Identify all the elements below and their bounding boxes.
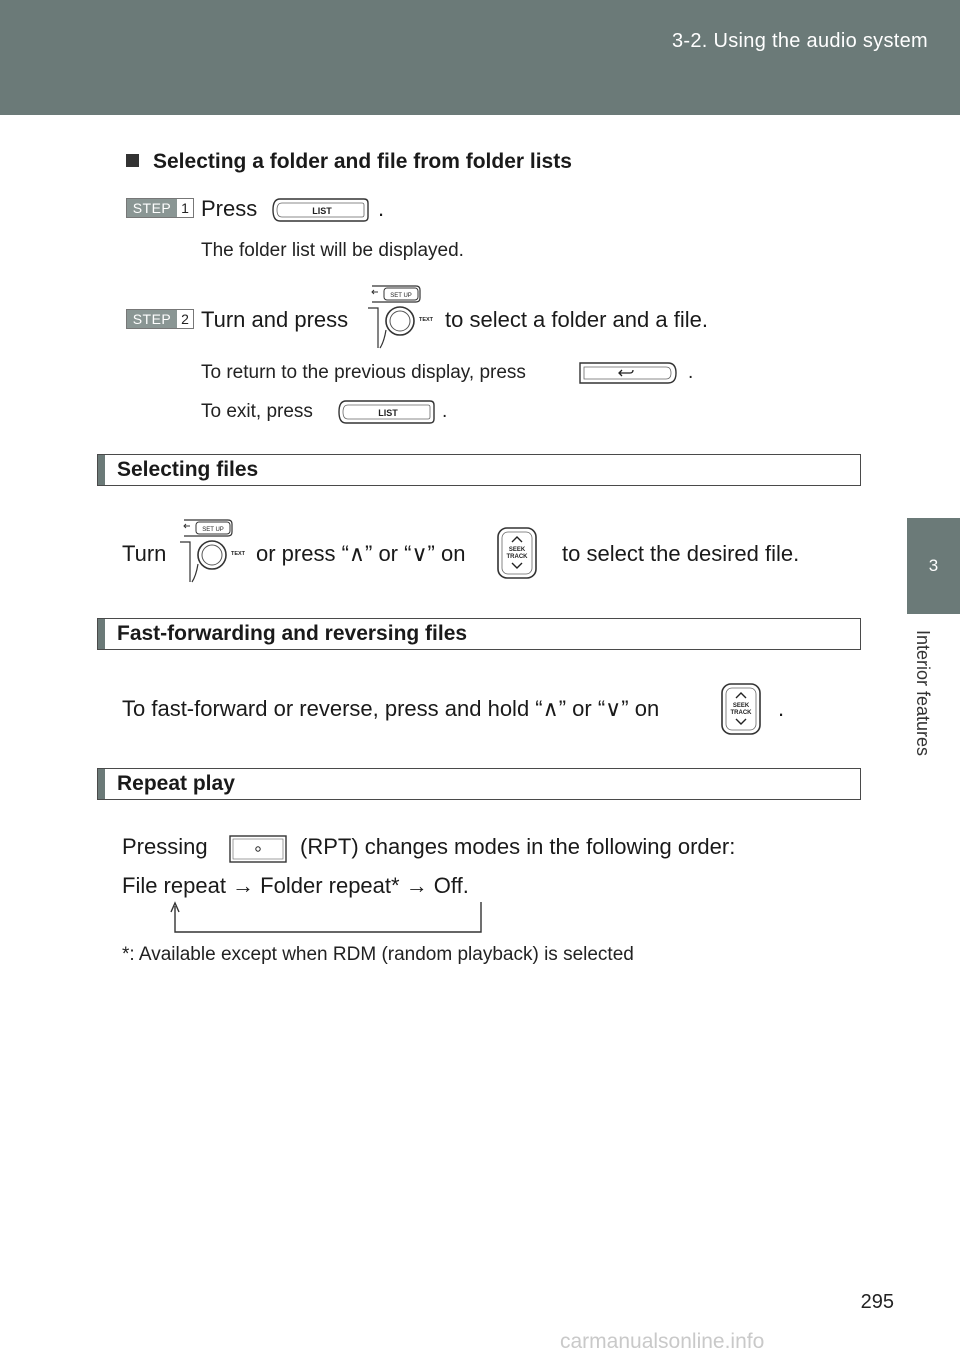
ff-rev-text: To fast-forward or reverse, press and hold “∧” or “∨” on	[122, 696, 660, 721]
step-badge-label: STEP	[127, 310, 177, 328]
list-button-label: LIST	[312, 206, 332, 216]
return-note: To return to the previous display, press	[201, 362, 526, 383]
knob-dial-icon	[178, 518, 250, 584]
step-2-select-text: to select a folder and a file.	[445, 307, 708, 332]
step-1-badge	[126, 198, 194, 218]
seek-label: SEEK	[508, 547, 526, 553]
seek-track-button-icon	[718, 682, 766, 738]
back-button-icon	[576, 360, 680, 386]
loop-back-arrow-icon	[168, 900, 488, 936]
or-press-text: or press “∧” or “∨” on	[256, 541, 466, 566]
pressing-text: Pressing	[122, 834, 208, 859]
selecting-files-bar	[97, 454, 861, 486]
step-1-period: .	[378, 196, 385, 221]
seek-track-button-icon	[494, 526, 542, 582]
folder-lists-heading	[126, 150, 572, 174]
list-button-label: LIST	[378, 408, 398, 418]
repeat-play-bar	[97, 768, 861, 800]
step-2-badge	[126, 309, 194, 329]
section-title: 3-2. Using the audio system	[671, 30, 928, 52]
step-badge-number: 1	[177, 199, 193, 217]
ff-rev-period: .	[778, 696, 785, 721]
knob-dial-icon	[366, 284, 438, 350]
footnote: *: Available except when RDM (random playback) is selected	[122, 944, 634, 965]
selecting-files-heading: Selecting files	[117, 458, 259, 481]
page-number: 295	[860, 1291, 894, 1313]
exit-note: To exit, press	[201, 401, 313, 422]
exit-note-period: .	[442, 401, 448, 422]
rpt-button-icon	[228, 834, 288, 864]
select-desired-file-text: to select the desired file.	[562, 541, 800, 566]
ff-rev-heading: Fast-forwarding and reversing files	[117, 622, 468, 645]
repeat-sequence: File repeat → Folder repeat* → Off.	[122, 873, 469, 898]
list-button-icon	[336, 398, 436, 426]
step-2-turn-text: Turn and press	[201, 307, 349, 332]
chapter-tab: 3	[907, 518, 960, 614]
step-badge-label: STEP	[127, 199, 177, 217]
square-bullet-icon	[126, 154, 139, 167]
text-label: TEXT	[230, 551, 246, 557]
step-badge-number: 2	[177, 310, 193, 328]
text-label: TEXT	[418, 317, 434, 323]
track-label: TRACK	[730, 710, 752, 716]
seek-label: SEEK	[732, 703, 750, 709]
rpt-description: (RPT) changes modes in the following order:	[300, 834, 736, 859]
step-1-press-text: Press	[201, 196, 258, 221]
page-header	[0, 0, 960, 115]
repeat-play-heading: Repeat play	[117, 772, 235, 795]
turn-text: Turn	[122, 541, 167, 566]
return-note-period: .	[688, 362, 694, 383]
folder-lists-heading-text: Selecting a folder and file from folder lists	[153, 150, 572, 173]
watermark: carmanualsonline.info	[560, 1330, 765, 1353]
setup-label: SET UP	[390, 293, 412, 299]
ff-rev-bar	[97, 618, 861, 650]
chapter-label: Interior features	[913, 630, 933, 757]
step-1-note: The folder list will be displayed.	[201, 240, 464, 261]
setup-label: SET UP	[202, 527, 224, 533]
track-label: TRACK	[506, 554, 528, 560]
list-button-icon	[270, 196, 370, 224]
